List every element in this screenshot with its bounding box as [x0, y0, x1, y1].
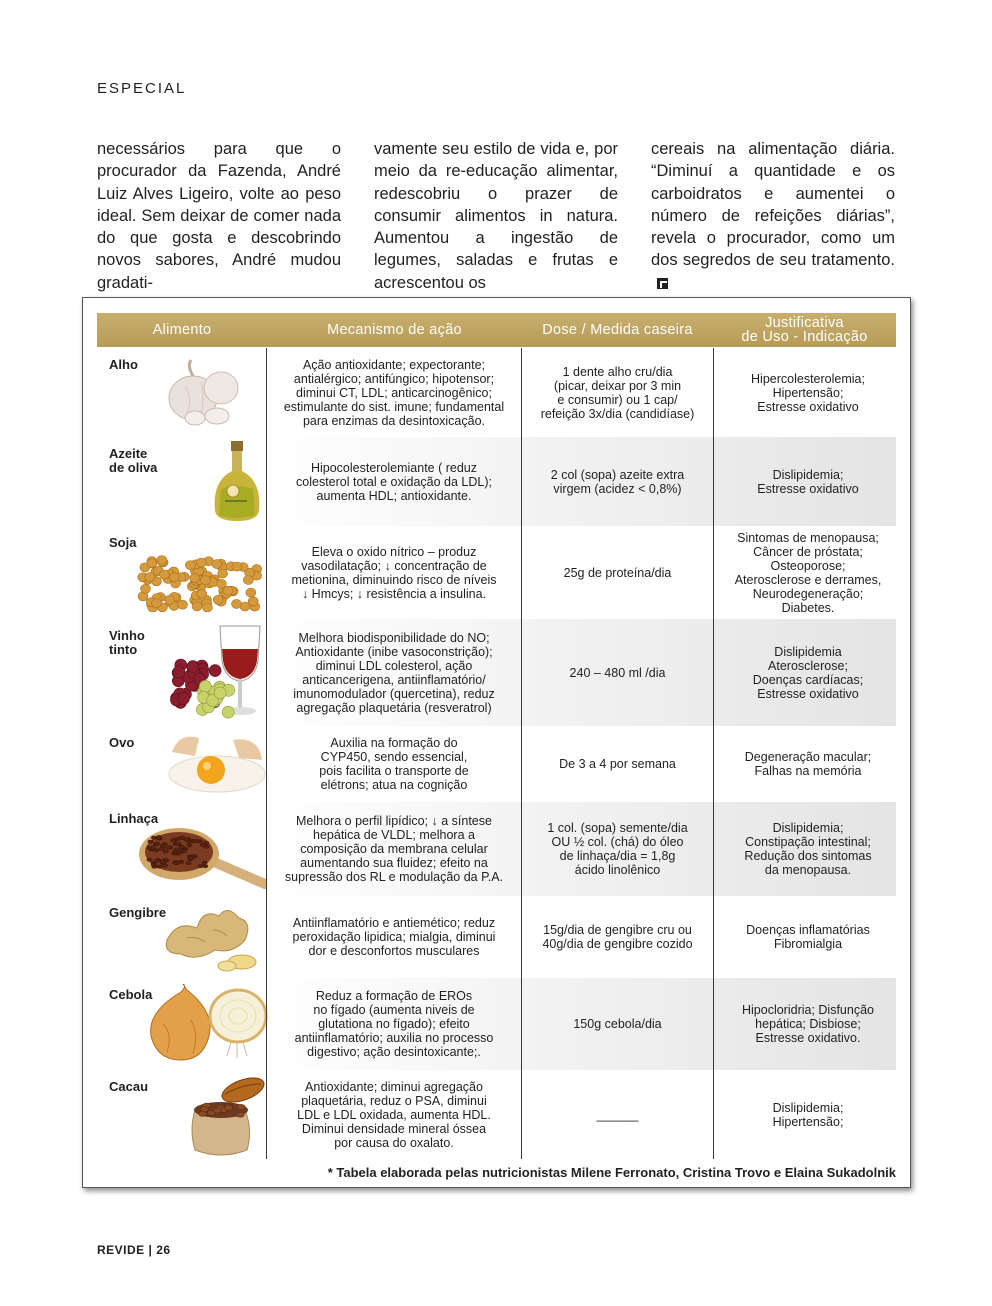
- table-row: [97, 1070, 896, 1159]
- table-row: [97, 978, 896, 1070]
- justification-cell: Dislipidemia; Hipertensão;: [772, 1100, 844, 1129]
- article-column-2: [374, 138, 618, 294]
- soybeans-icon: [137, 542, 267, 617]
- article-column-1: [97, 138, 341, 294]
- justification-cell: Dislipidemia; Estresse oxidativo: [757, 467, 859, 496]
- justification-cell: Hipocloridria; Disfunção hepática; Disbiose; Estresse oxidativo.: [741, 1003, 874, 1045]
- mechanism-cell: Hipocolesterolemiante ( reduz colesterol total e oxidação da LDL); aumenta HDL; antioxidante.: [296, 460, 492, 503]
- table-row: [97, 526, 896, 619]
- mechanism-cell: Reduz a formação de EROs no fígado (aumenta niveis de glutationa no fígado); efeito antiinflamatório; auxilia no processo digestivo; ação desintoxicante;.: [294, 989, 494, 1059]
- mechanism-cell: Melhora o perfil lipídico; ↓ a síntese hepática de VLDL; melhora a composição da membrana celular aumentando sua fluidez; efeito na supressão dos RL e modulação da P.A.: [284, 814, 504, 884]
- dose-cell: ______: [596, 1107, 639, 1122]
- cocoa-sack-icon: [181, 1070, 271, 1165]
- mechanism-cell: Ação antioxidante; expectorante; antialérgico; antifúngico; hipotensor; diminui CT, LDL; anticarcinogênico; estimulante do sist. imune; fundamental para enzimas da desintoxicação.: [283, 357, 505, 428]
- food-name: Cacau: [109, 1079, 149, 1094]
- mechanism-cell: Antiinflamatório e antiemético; reduz peroxidação lipidica; mialgia, diminui dor e desconfortos musculares: [292, 916, 496, 958]
- table-row: [97, 437, 896, 526]
- dose-cell: De 3 a 4 por semana: [559, 757, 676, 771]
- header-justification: Justificativa de Uso - Indicação: [741, 315, 868, 345]
- table-footnote: * Tabela elaborada pelas nutricionistas Milene Ferronato, Cristina Trovo e Elaina Sukadolnik: [327, 1165, 896, 1180]
- dose-cell: 150g cebola/dia: [573, 1017, 662, 1031]
- table-row: [97, 802, 896, 896]
- flaxseed-spoon-icon: [137, 814, 267, 894]
- justification-cell: Sintomas de menopausa; Câncer de próstata; Osteoporose; Aterosclerose e derrames, Neurodegeneração; Diabetes.: [734, 530, 882, 615]
- egg-icon: [167, 732, 267, 799]
- table-row: [97, 619, 896, 726]
- food-name: Gengibre: [109, 905, 167, 920]
- onion-icon: [143, 984, 268, 1067]
- dose-cell: 1 col. (sopa) semente/dia OU ½ col. (chá) do óleo de linhaça/dia = 1,8g ácido linolênico: [547, 821, 688, 877]
- food-table-box: [82, 297, 911, 1188]
- food-name: Ovo: [109, 735, 135, 750]
- mechanism-cell: Eleva o oxido nítrico – produz vasodilatação; ↓ concentração de metionina, diminuindo risco de níveis ↓ Hmcys; ↓ resistência a insulina.: [291, 544, 497, 601]
- justification-cell: Dislipidemia Aterosclerose; Doenças cardíacas; Estresse oxidativo: [752, 644, 864, 701]
- table-row: [97, 348, 896, 437]
- food-name: Cebola: [109, 987, 153, 1002]
- dose-cell: 240 – 480 ml /dia: [569, 665, 666, 680]
- justification-cell: Dislipidemia; Constipação intestinal; Redução dos sintomas da menopausa.: [744, 821, 872, 877]
- justification-cell: Degeneração macular; Falhas na memória: [744, 750, 872, 778]
- food-name: Soja: [109, 535, 137, 550]
- header-mechanism: Mecanismo de ação: [327, 322, 462, 338]
- dose-cell: 2 col (sopa) azeite extra virgem (acidez < 0,8%): [550, 467, 685, 496]
- food-name: Azeite de oliva: [109, 446, 158, 475]
- section-label: ESPECIAL: [97, 80, 187, 97]
- olive-oil-bottle-icon: [207, 441, 267, 528]
- food-name: Linhaça: [109, 811, 159, 826]
- mechanism-cell: Antioxidante; diminui agregação plaquetária, reduz o PSA, diminui LDL e LDL oxidada, aumenta HDL. Diminui densidade mineral óssea por causa do oxalato.: [297, 1079, 491, 1150]
- wine-grapes-icon: [165, 621, 265, 726]
- article-text: cereais na alimentação diária. “Diminuí a quantidade e os carboidratos e aumentei o número de refeições diárias”, revela o procurador, como um dos segredos de seu tratamento.: [651, 140, 895, 270]
- food-name: Vinho tinto: [109, 628, 145, 657]
- dose-cell: 1 dente alho cru/dia (picar, deixar por 3 min e consumir) ou 1 cap/ refeição 3x/dia (candidíase): [540, 364, 695, 421]
- table-row: [97, 896, 896, 978]
- garlic-icon: [165, 356, 245, 436]
- end-of-article-icon: [657, 278, 668, 289]
- article-text: vamente seu estilo de vida e, por meio da re-educação alimentar, redescobriu o prazer de consumir alimentos in natura. Aumentou a ingestão de legumes, saladas e frutas e acrescentou os: [374, 140, 618, 292]
- table-row: [97, 726, 896, 802]
- page-footer: REVIDE | 26: [97, 1243, 171, 1257]
- justification-cell: Hipercolesterolemia; Hipertensão; Estresse oxidativo: [751, 371, 865, 414]
- header-dose: Dose / Medida caseira: [542, 322, 693, 338]
- mechanism-cell: Melhora biodisponibilidade do NO; Antioxidante (inibe vasoconstrição); diminui LDL colesterol, ação anticancerigena, antiinflamatório/ imunomodulador (quercetina), reduz agregação plaquetária (resveratrol): [293, 630, 495, 715]
- dose-cell: 25g de proteína/dia: [563, 565, 672, 580]
- article-column-3: [651, 138, 895, 294]
- dose-cell: 15g/dia de gengibre cru ou 40g/dia de gengibre cozido: [542, 923, 693, 951]
- justification-cell: Doenças inflamatórias Fibromialgia: [746, 923, 870, 951]
- ginger-root-icon: [157, 900, 267, 977]
- article-text: necessários para que o procurador da Fazenda, André Luiz Alves Ligeiro, volte ao peso ideal. Sem deixar de comer nada do que gosta e descobrindo novos sabores, André mudou gradati-: [97, 140, 341, 292]
- header-food: Alimento: [152, 322, 212, 338]
- mechanism-cell: Auxilia na formação do CYP450, sendo essencial, pois facilita o transporte de elétrons; atua na cognição: [319, 736, 469, 792]
- table-header: [97, 313, 896, 347]
- food-name: Alho: [109, 357, 138, 372]
